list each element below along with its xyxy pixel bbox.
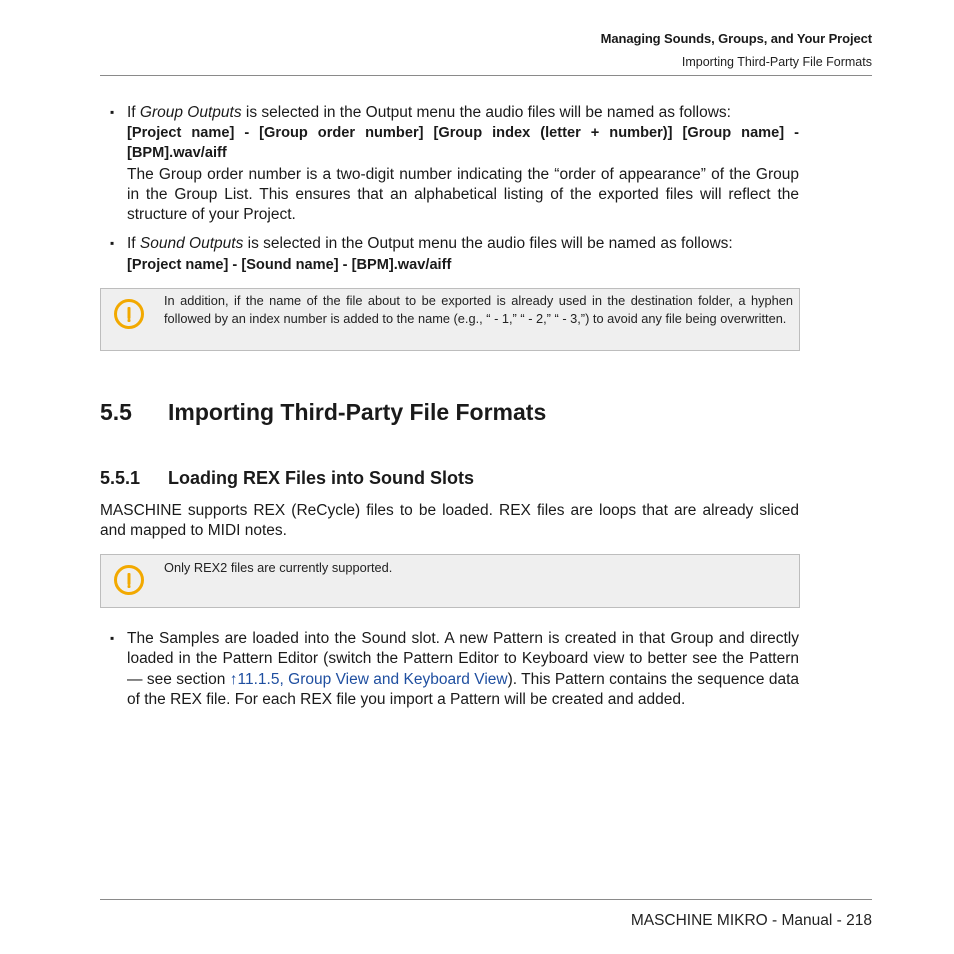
page-footer: MASCHINE MIKRO - Manual - 218 (630, 912, 872, 929)
bullet-marker: ▪ (110, 236, 115, 250)
note-box (100, 554, 800, 608)
bullet-marker: ▪ (110, 631, 115, 645)
exclamation-warning-icon (114, 565, 144, 595)
section-link[interactable]: ↑11.1.5, Group View and Keyboard View (229, 670, 508, 688)
bullet-item-sound-outputs (127, 234, 799, 275)
footer-divider (100, 899, 872, 900)
bullet-text: The Samples are loaded into the Sound slot. A new Pattern is created in that Group and directly loaded in the Pattern Editor (switch the Pattern Editor to Keyboard view to better see the Pattern — see section (127, 630, 799, 688)
bullet-intro (127, 103, 799, 123)
filename-pattern: [Project name] - [Sound name] - [BPM].wav/aiff (127, 257, 452, 274)
intro-suffix: is selected in the Output menu the audio files will be named as follows: (243, 235, 733, 252)
section-title: Importing Third-Party File Formats (168, 399, 547, 425)
bullet-text: ). This Pattern contains the sequence data of the REX file. For each REX file you import a Pattern will be created and added. (127, 670, 799, 708)
note-text: Only REX2 files are currently supported. (164, 560, 393, 575)
intro-prefix: If (127, 104, 140, 121)
intro-prefix: If (127, 235, 140, 252)
menu-option-name: Sound Outputs (139, 235, 244, 252)
bullet-item-rex-import (127, 629, 799, 710)
intro-suffix: is selected in the Output menu the audio files will be named as follows: (241, 104, 731, 121)
header-divider (100, 75, 872, 76)
filename-pattern: [Project name] - [Group order number] [Group index (letter + number)] [Group name] - [BPM].wav/aiff (127, 125, 799, 162)
subsection-title: Loading REX Files into Sound Slots (168, 468, 474, 488)
subsection-heading (100, 468, 474, 489)
chapter-title: Managing Sounds, Groups, and Your Project (600, 31, 872, 46)
section-running-title: Importing Third-Party File Formats (681, 55, 872, 69)
bullet-intro (127, 234, 799, 254)
subsection-number: 5.5.1 (100, 468, 141, 488)
exclamation-warning-icon (114, 299, 144, 329)
section-number: 5.5 (100, 399, 132, 425)
intro-paragraph: MASCHINE supports REX (ReCycle) files to be loaded. REX files are loops that are already sliced and mapped to MIDI notes. (100, 502, 799, 540)
bullet-item-group-outputs (127, 103, 799, 226)
note-text: In addition, if the name of the file about to be exported is already used in the destination folder, a hyphen followed by an index number is added to the name (e.g., “ - 1,” “ - 2,” “ - 3,”) to avoid any file being overwritten. (164, 293, 793, 326)
menu-option-name: Group Outputs (139, 104, 242, 121)
bullet-marker: ▪ (110, 105, 115, 119)
section-heading (100, 399, 546, 426)
bullet-detail: The Group order number is a two-digit number indicating the “order of appearance” of the Group in the Group List. This ensures that an alphabetical listing of the exported files will reflect the structure of your Project. (127, 165, 799, 224)
note-box (100, 288, 800, 351)
